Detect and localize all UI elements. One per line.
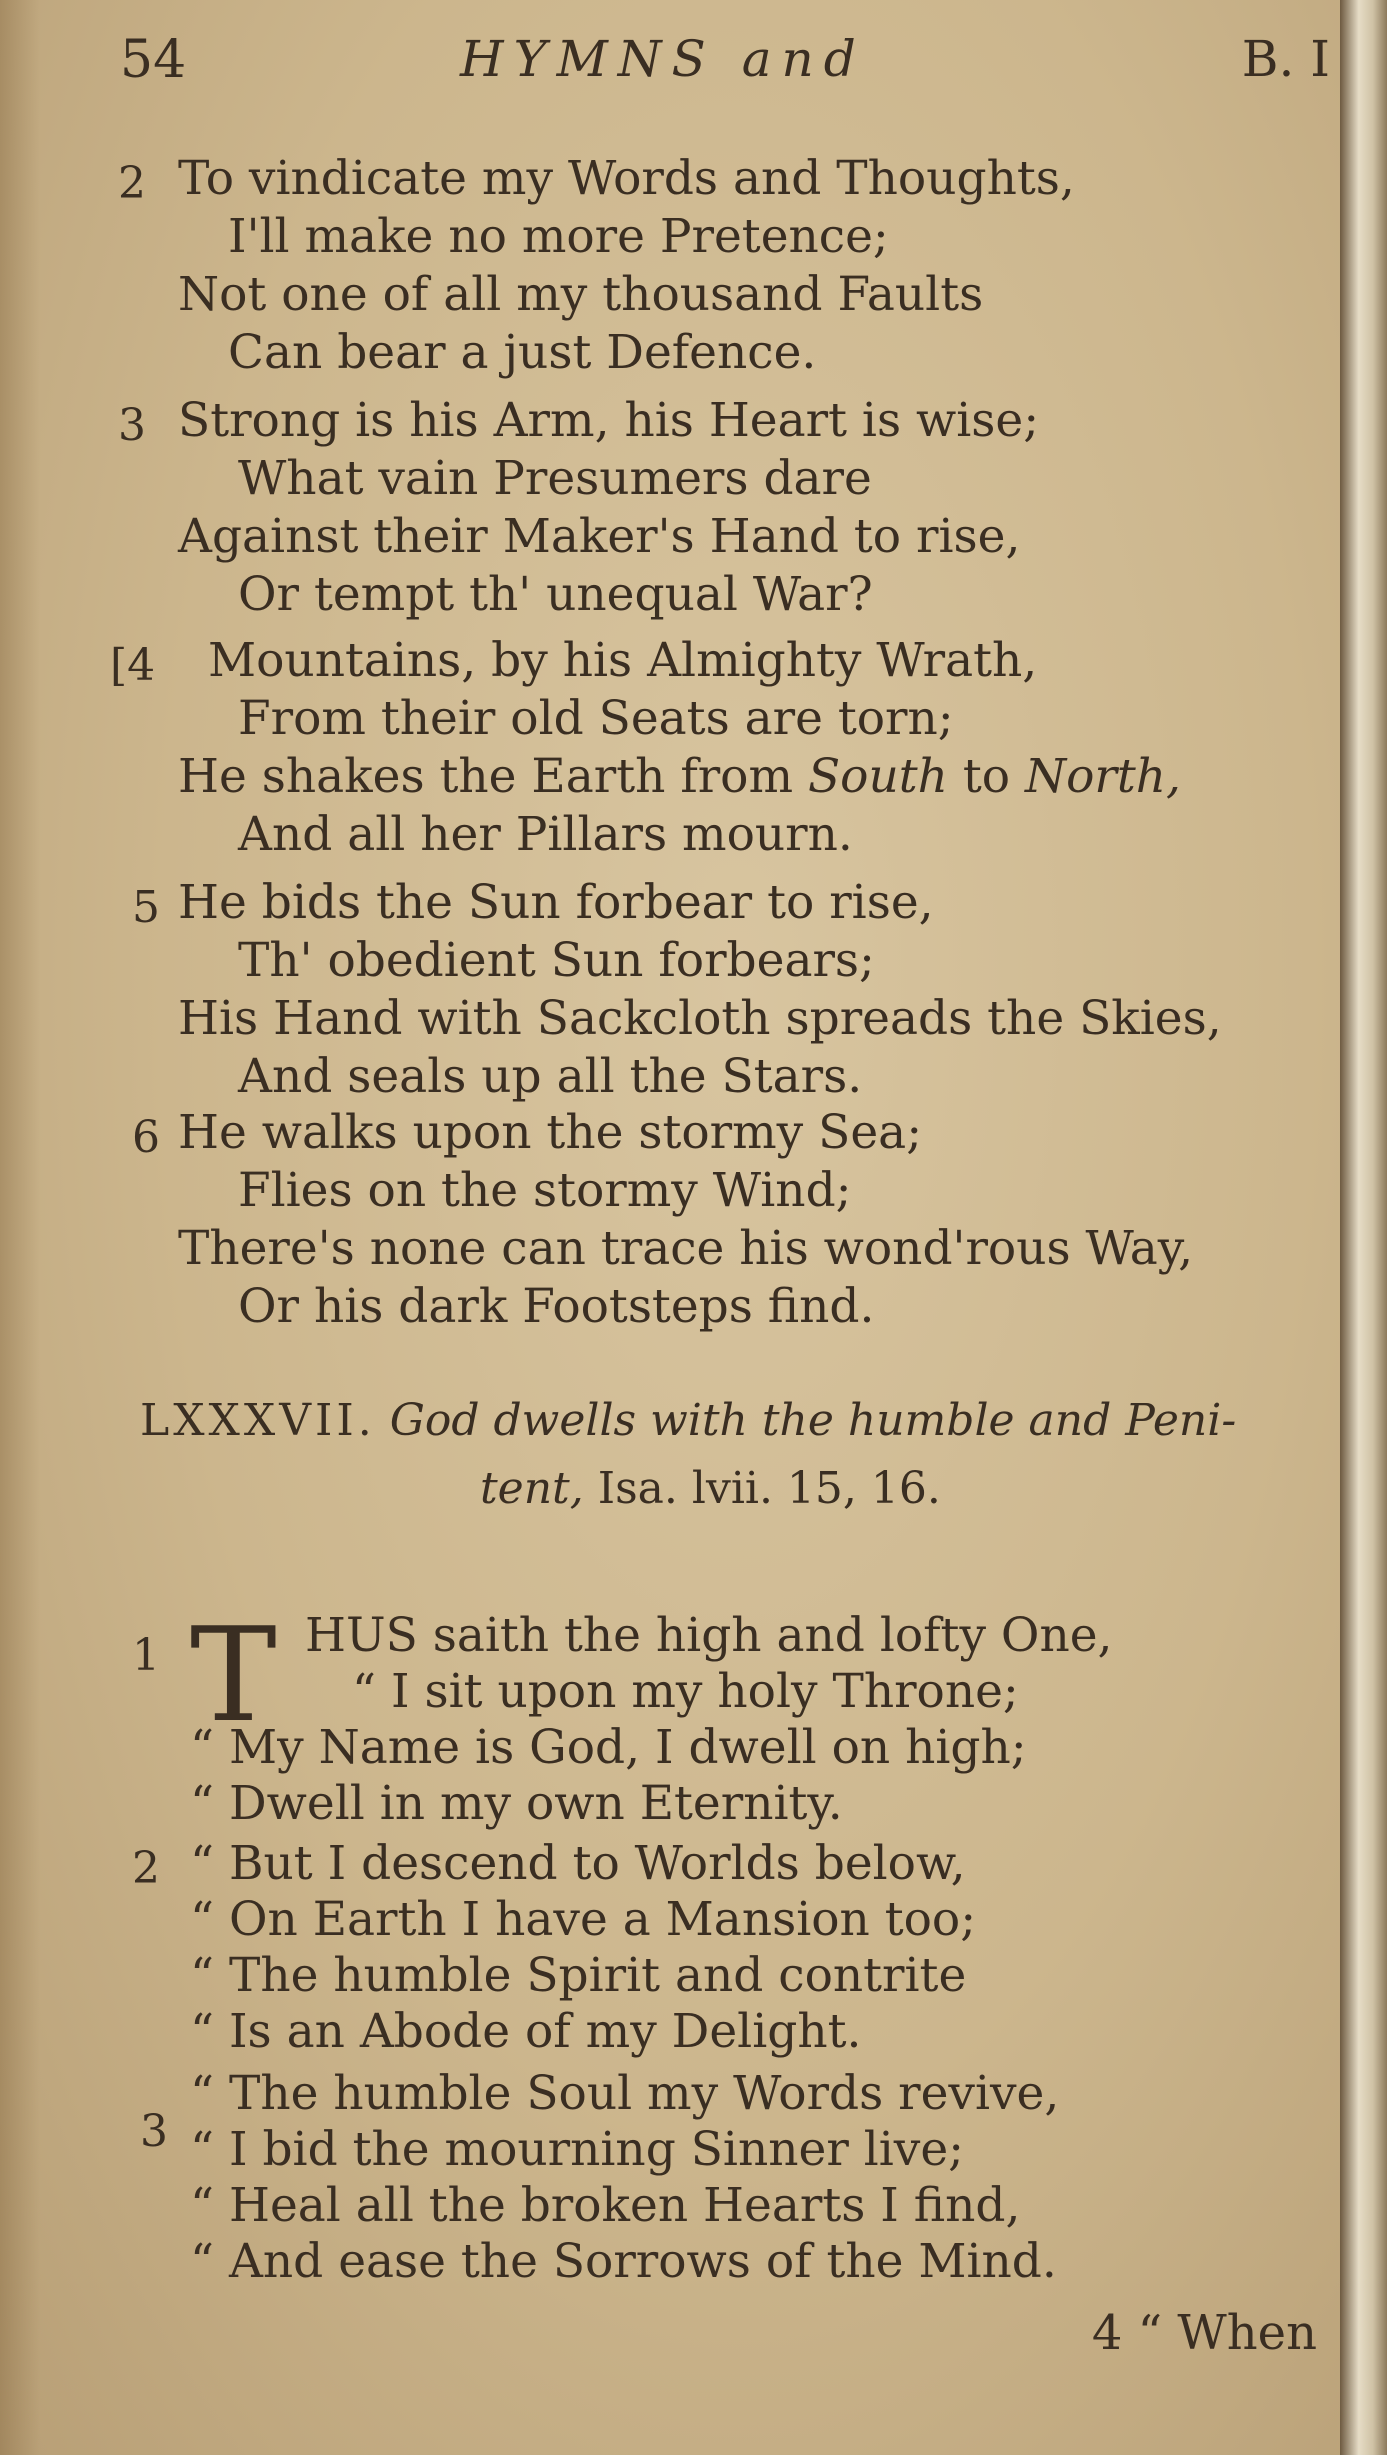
place-south: South xyxy=(807,749,948,804)
verse-line: “ I bid the mourning Sinner live; xyxy=(190,2122,964,2177)
scripture-reference: Isa. lvii. 15, 16. xyxy=(583,1463,941,1514)
verse-line: HUS saith the high and lofty One, xyxy=(305,1608,1113,1663)
verse-line: “ Heal all the broken Hearts I find, xyxy=(190,2178,1021,2233)
stanza-number: 6 xyxy=(132,1112,160,1163)
verse-line: “ I sit upon my holy Throne; xyxy=(352,1664,1019,1719)
verse-line-text: He shakes the Earth from xyxy=(178,749,808,804)
drop-cap: T xyxy=(190,1599,277,1751)
stanza-number: 3 xyxy=(140,2106,168,2157)
verse-line: And seals up all the Stars. xyxy=(238,1049,863,1104)
running-title: HYMNS and xyxy=(460,30,866,88)
verse-line: He bids the Sun forbear to rise, xyxy=(178,875,934,930)
verse-line: “ My Name is God, I dwell on high; xyxy=(190,1720,1027,1775)
verse-line: “ But I descend to Worlds below, xyxy=(190,1836,966,1891)
hymn-heading xyxy=(140,1395,1340,1514)
verse-line: From their old Seats are torn; xyxy=(238,691,954,746)
hymn-title-cont: tent, xyxy=(480,1463,584,1514)
verse-line: Against their Maker's Hand to rise, xyxy=(178,509,1021,564)
verse-line: Or his dark Footsteps find. xyxy=(238,1279,875,1334)
page-gutter-shadow xyxy=(0,0,40,2455)
word-to: to xyxy=(947,749,1025,804)
verse-line: Th' obedient Sun forbears; xyxy=(238,933,875,988)
verse-line: Flies on the stormy Wind; xyxy=(238,1163,852,1218)
catchword: 4 “ When xyxy=(1091,2305,1317,2361)
section-mark: B. I xyxy=(1241,30,1330,88)
verse-line: Mountains, by his Almighty Wrath, xyxy=(208,633,1038,688)
verse-line: There's none can trace his wond'rous Way, xyxy=(178,1221,1194,1276)
page-number: 54 xyxy=(120,30,187,90)
verse-line: Not one of all my thousand Faults xyxy=(178,267,984,322)
verse-line: Strong is his Arm, his Heart is wise; xyxy=(178,393,1040,448)
stanza-number: 2 xyxy=(118,158,146,209)
verse-line: And all her Pillars mourn. xyxy=(238,807,853,862)
verse-line: “ On Earth I have a Mansion too; xyxy=(190,1892,977,1947)
verse-line: “ Dwell in my own Eternity. xyxy=(190,1776,843,1831)
verse-line: To vindicate my Words and Thoughts, xyxy=(178,151,1075,206)
page-header xyxy=(120,30,1330,100)
verse-line: Or tempt th' unequal War? xyxy=(238,567,873,622)
verse-line: He walks upon the stormy Sea; xyxy=(178,1105,923,1160)
stanza-number: [4 xyxy=(110,640,156,691)
book-spine-edge xyxy=(1340,0,1387,2455)
verse-line: “ The humble Soul my Words revive, xyxy=(190,2066,1060,2121)
stanza-number: 2 xyxy=(132,1843,160,1894)
stanza-number: 1 xyxy=(132,1630,160,1681)
verse-line: Can bear a just Defence. xyxy=(228,325,817,380)
verse-line: “ The humble Spirit and contrite xyxy=(190,1948,967,2003)
verse-line: I'll make no more Pretence; xyxy=(228,209,889,264)
hymn-heading-line-2 xyxy=(480,1463,941,1514)
hymn-number: LXXXVII. xyxy=(140,1395,376,1446)
stanza-number: 3 xyxy=(118,400,146,451)
verse-line: “ And ease the Sorrows of the Mind. xyxy=(190,2234,1057,2289)
hymn-title: God dwells with the humble and Peni- xyxy=(389,1395,1237,1446)
place-north: North, xyxy=(1024,749,1181,804)
verse-line: “ Is an Abode of my Delight. xyxy=(190,2004,862,2059)
verse-line: What vain Presumers dare xyxy=(238,451,872,506)
verse-line xyxy=(178,749,1181,804)
verse-line: His Hand with Sackcloth spreads the Skies, xyxy=(178,991,1222,1046)
stanza-number: 5 xyxy=(132,882,160,933)
